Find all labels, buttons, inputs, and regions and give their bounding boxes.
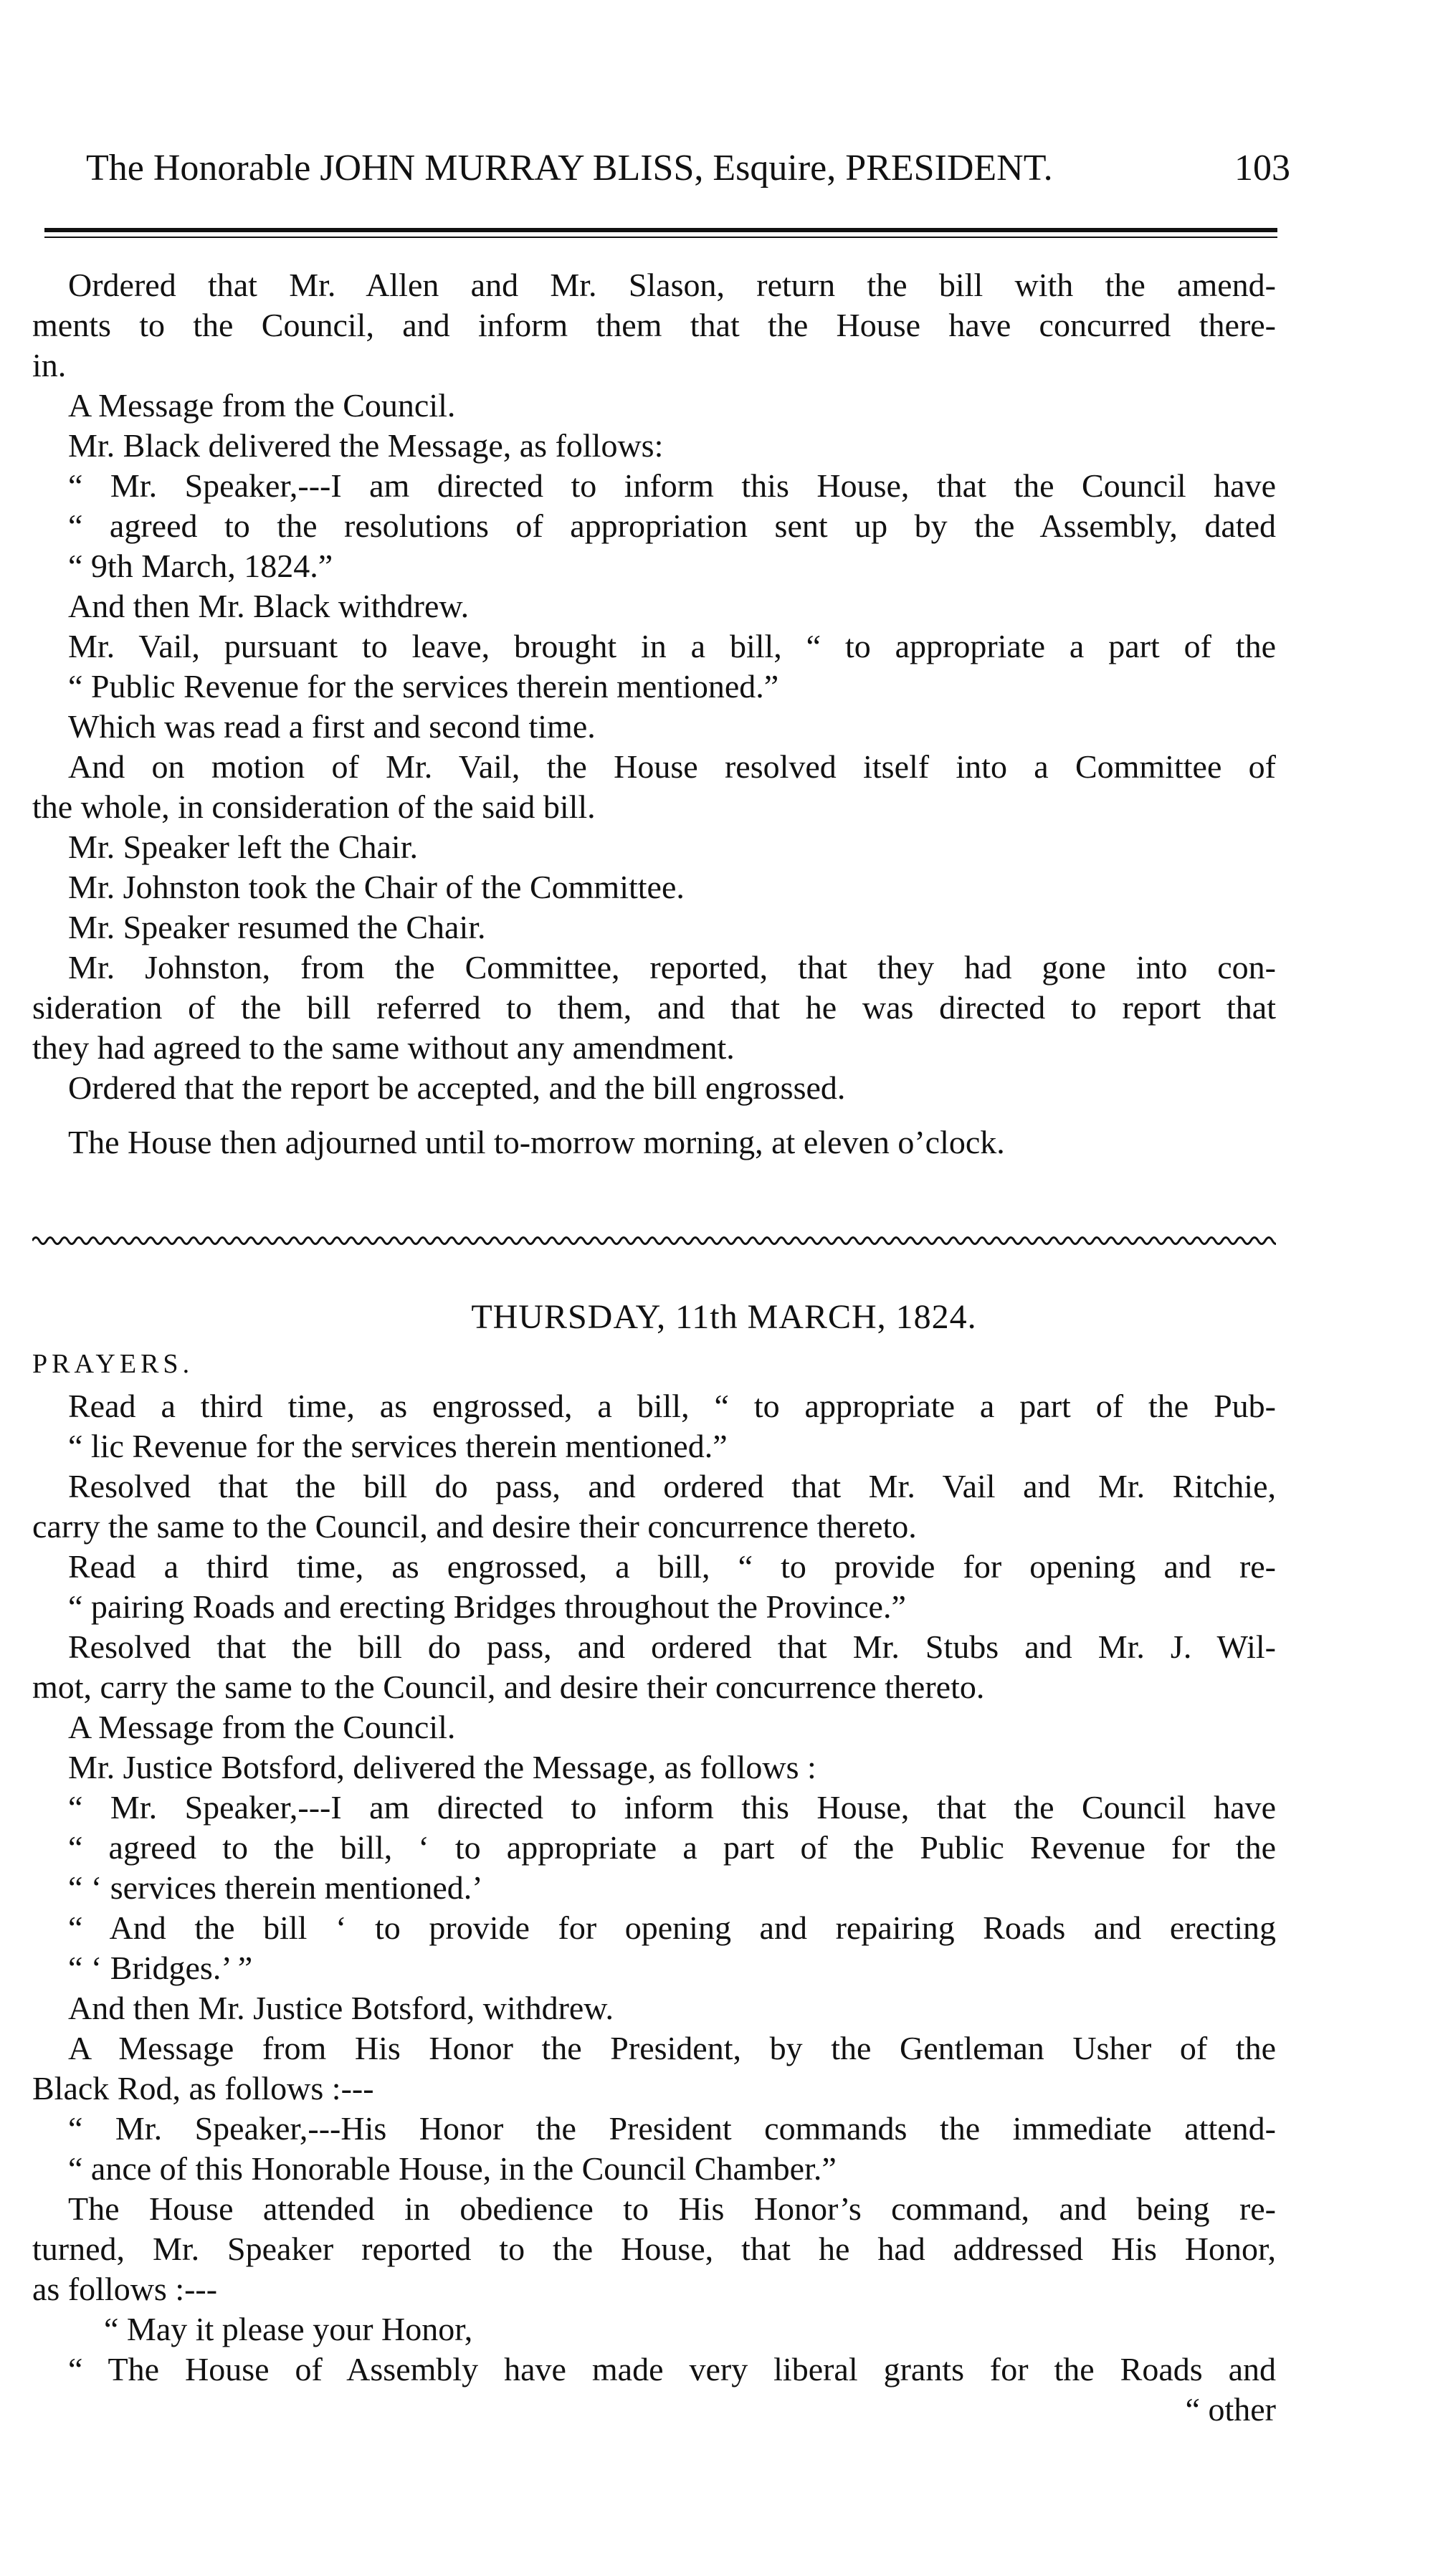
text-line: “ agreed to the bill, ‘ to appropriate a part of the Public Revenue for the [68, 1829, 1276, 1866]
text-line: “ The House of Assembly have made very liberal grants for the Roads and [68, 2351, 1276, 2387]
text-line: “ pairing Roads and erecting Bridges throughout the Province.” [68, 1588, 906, 1625]
page-number: 103 [1234, 148, 1290, 189]
text-line: “ ‘ services therein mentioned.’ [68, 1869, 483, 1906]
text-line: A Message from His Honor the President, by the Gentleman Usher of the [68, 2030, 1276, 2066]
text-line: sideration of the bill referred to them, and that he was directed to report that [32, 989, 1276, 1026]
text-line: as follows :--- [32, 2271, 218, 2307]
text-line: “ ‘ Bridges.’ ” [68, 1950, 253, 1986]
text-line: “ Mr. Speaker,---His Honor the President commands the immediate attend- [68, 2110, 1276, 2147]
text-line: they had agreed to the same without any amendment. [32, 1029, 735, 1066]
text-line: Mr. Vail, pursuant to leave, brought in a bill, “ to appropriate a part of the [68, 628, 1276, 664]
text-line: “ Mr. Speaker,---I am directed to inform this House, that the Council have [68, 1789, 1276, 1826]
text-line: Read a third time, as engrossed, a bill, “ to provide for opening and re- [68, 1548, 1276, 1585]
text-line [32, 1108, 1276, 1122]
text-line: And then Mr. Black withdrew. [68, 588, 470, 624]
text-line: Black Rod, as follows :--- [32, 2070, 374, 2107]
proceedings-section-1 [32, 265, 1276, 1163]
text-line: Ordered that the report be accepted, and the bill engrossed. [68, 1069, 846, 1106]
text-line: And on motion of Mr. Vail, the House resolved itself into a Committee of [68, 748, 1276, 785]
text-line: “ ance of this Honorable House, in the Council Chamber.” [68, 2150, 837, 2187]
text-line: Which was read a first and second time. [68, 708, 596, 745]
text-line: A Message from the Council. [68, 1709, 456, 1745]
section-divider-wavy [32, 1233, 1276, 1249]
running-header [86, 147, 1290, 190]
text-line: in. [32, 347, 67, 383]
header-title: The Honorable JOHN MURRAY BLISS, Esquire, PRESIDENT. [86, 148, 1053, 189]
text-line: “ lic Revenue for the services therein mentioned.” [68, 1428, 728, 1464]
text-line: Mr. Speaker resumed the Chair. [68, 909, 486, 945]
header-rule-thick [44, 228, 1277, 232]
text-line: carry the same to the Council, and desire their concurrence thereto. [32, 1508, 917, 1545]
text-line: Mr. Speaker left the Chair. [68, 829, 418, 865]
text-line: Resolved that the bill do pass, and ordered that Mr. Vail and Mr. Ritchie, [68, 1468, 1276, 1504]
text-line: the whole, in consideration of the said bill. [32, 788, 596, 825]
text-line: ments to the Council, and inform them that the House have concurred there- [32, 307, 1276, 343]
text-line: Mr. Black delivered the Message, as follows: [68, 427, 664, 464]
text-line: Resolved that the bill do pass, and ordered that Mr. Stubs and Mr. J. Wil- [68, 1628, 1276, 1665]
date-heading: THURSDAY, 11th MARCH, 1824. [471, 1298, 977, 1336]
text-line: The House attended in obedience to His Honor’s command, and being re- [68, 2190, 1276, 2227]
text-line: “ Mr. Speaker,---I am directed to inform this House, that the Council have [68, 467, 1276, 504]
text-line: “ 9th March, 1824.” [68, 548, 333, 584]
text-line: Ordered that Mr. Allen and Mr. Slason, return the bill with the amend- [68, 267, 1276, 303]
header-rule-thin [44, 237, 1277, 238]
text-line: And then Mr. Justice Botsford, withdrew. [68, 1990, 614, 2026]
text-line: Read a third time, as engrossed, a bill, “ to appropriate a part of the Pub- [68, 1388, 1276, 1424]
proceedings-section-2 [32, 1386, 1276, 2430]
text-line: The House then adjourned until to-morrow morning, at eleven o’clock. [68, 1124, 1005, 1160]
text-line: “ May it please your Honor, [104, 2311, 473, 2347]
text-line: Mr. Johnston, from the Committee, reported, that they had gone into con- [68, 949, 1276, 986]
prayers-label: PRAYERS. [32, 1349, 194, 1379]
text-line: “ Public Revenue for the services therein mentioned.” [68, 668, 779, 705]
text-line: Mr. Johnston took the Chair of the Committee. [68, 869, 685, 905]
text-line: “ agreed to the resolutions of appropriation sent up by the Assembly, dated [68, 507, 1276, 544]
text-line: A Message from the Council. [68, 387, 456, 424]
text-line: turned, Mr. Speaker reported to the House, that he had addressed His Honor, [32, 2231, 1276, 2267]
text-line: Mr. Justice Botsford, delivered the Message, as follows : [68, 1749, 816, 1785]
text-line: “ other [1185, 2391, 1276, 2428]
text-line: mot, carry the same to the Council, and desire their concurrence thereto. [32, 1669, 985, 1705]
text-line: “ And the bill ‘ to provide for opening and repairing Roads and erecting [68, 1909, 1276, 1946]
